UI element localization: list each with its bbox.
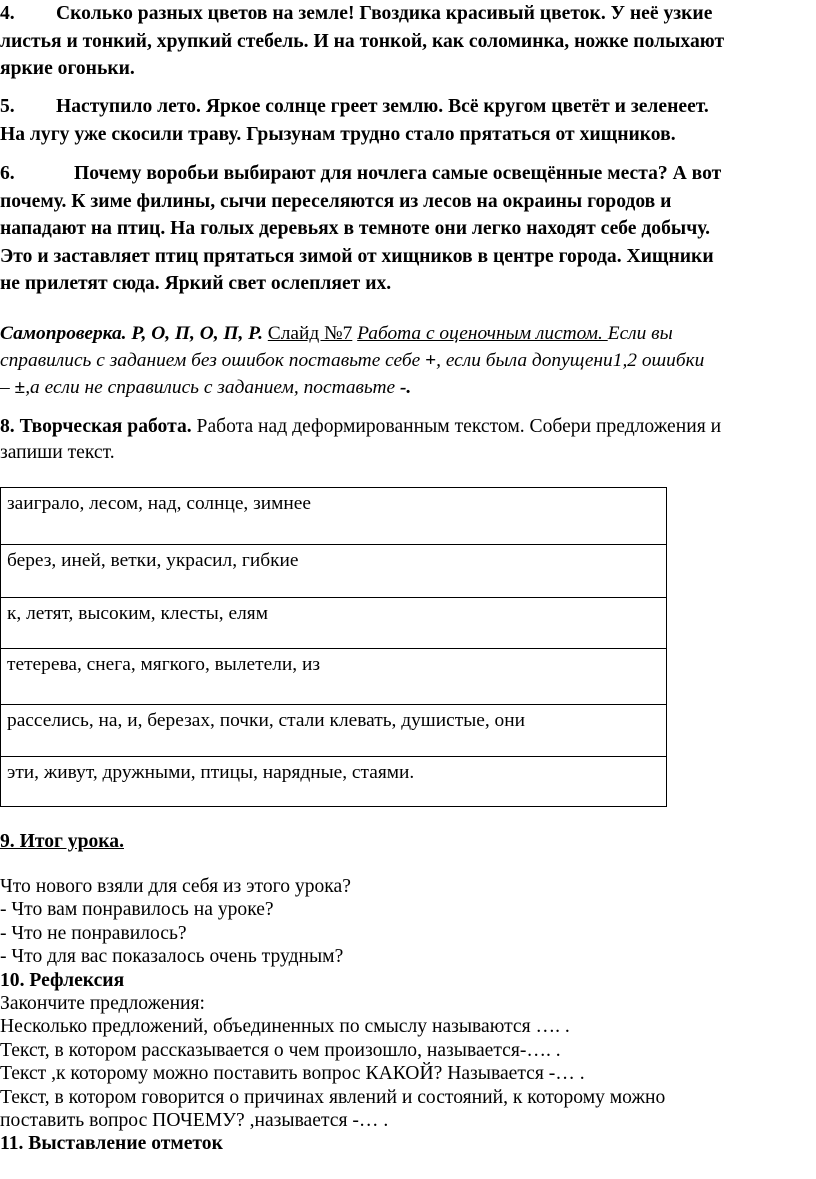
paragraph-4-line-2: листья и тонкий, хрупкий стебель. И на тонкой, как соломинка, ножке полыхают — [0, 30, 725, 52]
list-item: Текст ,к которому можно поставить вопрос КАКОЙ? Называется -… . — [0, 1063, 585, 1085]
section-8-line-1: 8. Творческая работа. Работа над деформированным текстом. Собери предложения и — [0, 416, 722, 437]
list-item: - Что не понравилось? — [0, 922, 187, 944]
table-cell: расселись, на, и, березах, почки, стали клевать, душистые, они — [1, 705, 667, 757]
table-cell: заиграло, лесом, над, солнце, зимнее — [1, 488, 667, 545]
table-row — [1, 649, 667, 705]
list-item: Текст, в котором рассказывается о чем произошло, называется-…. . — [0, 1039, 561, 1061]
section-9 — [0, 829, 812, 855]
paragraph-6-line-2: почему. К зиме филины, сычи переселяются из лесов на окраины городов и — [0, 190, 672, 212]
table-cell: к, летят, высоким, клесты, елям — [1, 598, 667, 649]
paragraph-6-line-5: не прилетят сюда. Яркий свет ослепляет их. — [0, 273, 392, 294]
table-cell: тетерева, снега, мягкого, вылетели, из — [1, 649, 667, 705]
list-item: Текст, в котором говорится о причинах явлений и состояний, к которому можно — [0, 1086, 666, 1108]
table-cell: эти, живут, дружными, птицы, нарядные, стаями. — [1, 757, 667, 807]
paragraph-5-line-2: На лугу уже скосили траву. Грызунам трудно стало прятаться от хищников. — [0, 123, 676, 145]
paragraph-4-line-3: яркие огоньки. — [0, 58, 135, 79]
self-check-line-1: Самопроверка. Р, О, П, О, П, Р. Слайд №7 Работа с оценочным листом. Если вы — [0, 323, 673, 344]
table-row — [1, 598, 667, 649]
list-item: поставить вопрос ПОЧЕМУ? ,называется -… . — [0, 1110, 389, 1132]
paragraph-6-line-3: нападают на птиц. На голых деревьях в темноте они легко находят себе добычу. — [0, 218, 710, 239]
table-row — [1, 705, 667, 757]
self-check-work: Работа с оценочным листом. — [357, 323, 608, 344]
paragraph-6-line-4: Это и заставляет птиц прятаться зимой от хищников в центре города. Хищники — [0, 245, 714, 267]
slide-number: Слайд №7 — [267, 323, 353, 344]
paragraph-4-line-1: 4. Сколько разных цветов на земле! Гвоздика красивый цветок. У неё узкие — [0, 3, 713, 24]
section-8-title: 8. Творческая работа. — [0, 416, 192, 437]
section-8-line-2: запиши текст. — [0, 442, 115, 463]
section-10-title: 10. Рефлексия — [0, 969, 125, 991]
section-10-intro: Закончите предложения: — [0, 993, 205, 1015]
paragraph-6 — [0, 160, 812, 298]
section-8 — [0, 414, 812, 466]
section-9-title: 9. Итог урока. — [0, 831, 124, 852]
paragraph-5 — [0, 93, 812, 148]
self-check-line-3: – ±,а если не справились с заданием, поставьте -. — [0, 377, 412, 398]
table-row — [1, 488, 667, 545]
self-check-answers: Р, О, П, О, П, Р. — [131, 323, 263, 344]
paragraph-5-line-1: 5. Наступило лето. Яркое солнце греет землю. Всё кругом цветёт и зеленеет. — [0, 96, 709, 117]
self-check — [0, 320, 812, 401]
table-row — [1, 545, 667, 598]
list-item: Что нового взяли для себя из этого урока? — [0, 876, 351, 897]
table-cell: берез, иней, ветки, украсил, гибкие — [1, 545, 667, 598]
self-check-label: Самопроверка. — [0, 323, 127, 344]
list-item: Несколько предложений, объединенных по смыслу называются …. . — [0, 1016, 570, 1038]
list-item: - Что вам понравилось на уроке? — [0, 899, 274, 921]
paragraph-6-line-1: 6. Почему воробьи выбирают для ночлега самые освещённые места? А вот — [0, 163, 722, 184]
self-check-line-2: справились с заданием без ошибок поставьте себе +, если была допущени1,2 ошибки — [0, 350, 705, 371]
deformed-text-table — [0, 487, 667, 807]
section-11-title: 11. Выставление отметок — [0, 1133, 223, 1155]
paragraph-4 — [0, 0, 812, 83]
table-row — [1, 757, 667, 807]
summary-questions — [0, 875, 812, 1156]
list-item: - Что для вас показалось очень трудным? — [0, 946, 344, 968]
